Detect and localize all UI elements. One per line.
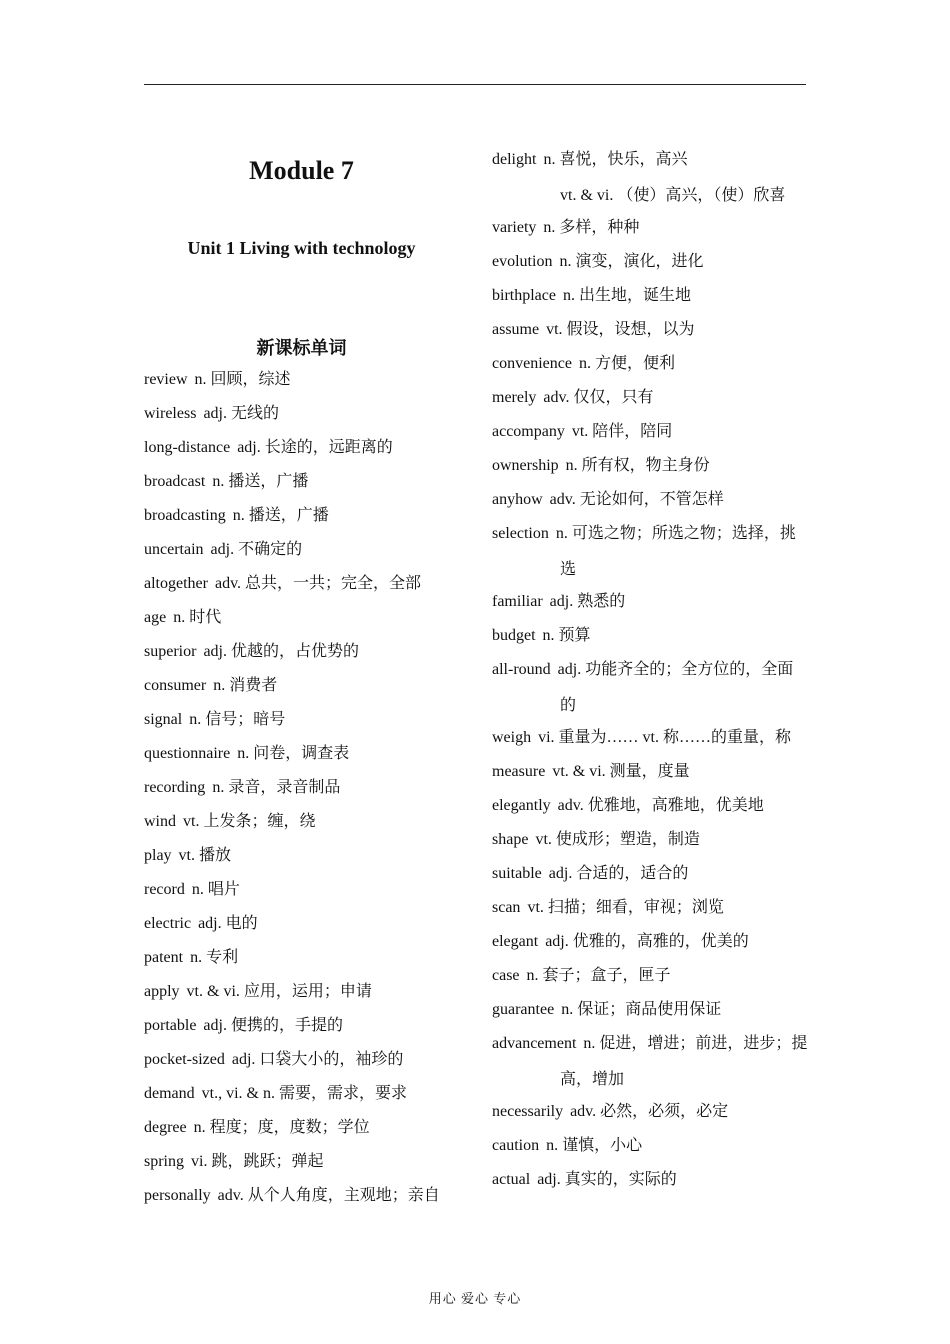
vocab-definition: vi. 跳，跳跃；弹起: [191, 1153, 324, 1170]
vocab-entry: [144, 1145, 323, 1179]
vocab-entry: [144, 635, 359, 669]
vocab-entry: [492, 347, 675, 381]
vocab-definition: n. 播送，广播: [212, 473, 309, 490]
vocab-definition: adv. 优雅地，高雅地，优美地: [557, 797, 764, 814]
vocab-entry: [144, 465, 308, 499]
vocab-entry: [492, 755, 690, 789]
vocab-word: altogether: [144, 575, 208, 592]
vocab-definition: n. 时代: [173, 609, 222, 626]
vocab-entry: [492, 653, 793, 725]
vocab-definition: n. 喜悦，快乐，高兴: [543, 151, 688, 168]
vocab-word: patent: [144, 949, 184, 966]
vocab-word: guarantee: [492, 1001, 555, 1018]
vocab-definition: vi. 重量为…… vt. 称……的重量，称: [538, 729, 792, 746]
vocab-word: convenience: [492, 355, 572, 372]
vocab-definition-continued: 选: [560, 561, 577, 578]
vocab-word: play: [144, 847, 172, 864]
vocab-entry: [492, 313, 695, 347]
vocab-word: scan: [492, 899, 521, 916]
vocab-word: portable: [144, 1017, 197, 1034]
vocab-entry: [492, 415, 672, 449]
vocab-definition-continued: vt. & vi. （使）高兴，（使）欣喜: [560, 187, 786, 204]
vocab-word: long-distance: [144, 439, 231, 456]
vocab-definition: n. 唱片: [191, 881, 240, 898]
vocab-entry: [144, 1179, 440, 1213]
vocab-definition: adj. 熟悉的: [549, 593, 626, 610]
vocab-entry: [144, 907, 258, 941]
vocab-entry: [492, 585, 625, 619]
vocab-definition: n. 播送，广播: [232, 507, 329, 524]
vocab-entry: [492, 891, 724, 925]
vocab-definition: adv. 仅仅，只有: [543, 389, 654, 406]
vocab-entry: [492, 1163, 677, 1197]
vocab-definition: n. 回顾，综述: [194, 371, 291, 388]
module-title: Module 7: [249, 156, 354, 185]
vocab-word: elegant: [492, 933, 539, 950]
vocab-definition: n. 消费者: [213, 677, 278, 694]
vocab-word: broadcasting: [144, 507, 226, 524]
vocab-word: questionnaire: [144, 745, 231, 762]
vocab-definition: vt. 播放: [178, 847, 231, 864]
vocab-word: case: [492, 967, 520, 984]
vocab-word: personally: [144, 1187, 211, 1204]
vocab-entry: [492, 449, 710, 483]
vocab-entry: [144, 431, 393, 465]
vocab-definition: n. 促进，增进；前进，进步；提: [583, 1035, 808, 1052]
vocab-word: merely: [492, 389, 537, 406]
vocab-word: ownership: [492, 457, 559, 474]
vocab-entry: [492, 1027, 807, 1099]
vocab-definition: adj. 无线的: [203, 405, 279, 422]
page-footer: 用心 爱心 专心: [428, 1291, 522, 1306]
vocab-word: selection: [492, 525, 549, 542]
vocab-definition: n. 信号；暗号: [189, 711, 286, 728]
vocab-word: budget: [492, 627, 536, 644]
vocab-definition: adv. 总共，一共；完全，全部: [214, 575, 422, 592]
vocab-entry: [144, 601, 221, 635]
vocab-definition: adv. 无论如何，不管怎样: [549, 491, 724, 508]
vocab-word: recording: [144, 779, 206, 796]
vocab-definition: adj. 不确定的: [210, 541, 303, 558]
vocab-entry: [492, 517, 796, 589]
vocab-definition: n. 录音，录音制品: [212, 779, 341, 796]
vocab-word: weigh: [492, 729, 532, 746]
vocab-definition: n. 多样，种种: [543, 219, 640, 236]
vocab-entry: [144, 669, 277, 703]
vocab-word: advancement: [492, 1035, 577, 1052]
vocab-word: wireless: [144, 405, 197, 422]
vocab-entry: [144, 941, 238, 975]
vocab-entry: [144, 533, 302, 567]
vocab-entry: [144, 805, 315, 839]
vocab-entry: [492, 381, 654, 415]
vocab-definition: n. 所有权，物主身份: [565, 457, 710, 474]
unit-title: Unit 1 Living with technology: [187, 238, 416, 258]
vocab-word: assume: [492, 321, 540, 338]
section-title: 新课标单词: [256, 338, 347, 358]
vocab-definition: n. 谨慎，小心: [546, 1137, 643, 1154]
vocab-word: signal: [144, 711, 183, 728]
header-rule: [144, 84, 806, 85]
vocab-definition: vt. 扫描；细看，审视；浏览: [527, 899, 724, 916]
vocab-word: consumer: [144, 677, 207, 694]
vocab-word: uncertain: [144, 541, 204, 558]
vocab-entry: [144, 703, 285, 737]
vocab-entry: [144, 1111, 370, 1145]
vocab-entry: [492, 823, 700, 857]
vocab-definition: n. 预算: [542, 627, 591, 644]
vocab-entry: [492, 1095, 728, 1129]
vocab-entry: [492, 857, 688, 891]
vocab-word: demand: [144, 1085, 195, 1102]
vocab-entry: [144, 1077, 407, 1111]
vocab-entry: [492, 211, 639, 245]
vocab-definition: adj. 口袋大小的，袖珍的: [231, 1051, 404, 1068]
vocab-word: variety: [492, 219, 537, 236]
vocab-word: apply: [144, 983, 180, 1000]
vocab-definition: adj. 便携的，手提的: [203, 1017, 343, 1034]
vocab-word: degree: [144, 1119, 187, 1136]
vocab-entry: [144, 737, 349, 771]
vocab-word: measure: [492, 763, 546, 780]
vocab-word: actual: [492, 1171, 531, 1188]
vocab-word: wind: [144, 813, 176, 830]
vocab-definition: adj. 电的: [198, 915, 258, 932]
vocab-word: evolution: [492, 253, 553, 270]
vocab-word: familiar: [492, 593, 543, 610]
vocab-definition: n. 方便，便利: [578, 355, 675, 372]
vocab-word: electric: [144, 915, 192, 932]
vocab-word: spring: [144, 1153, 184, 1170]
vocab-definition-continued: 的: [560, 697, 577, 714]
vocab-definition: adv. 必然，必须，必定: [570, 1103, 729, 1120]
vocab-word: superior: [144, 643, 197, 660]
vocab-word: anyhow: [492, 491, 543, 508]
vocab-definition: vt. 使成形；塑造，制造: [535, 831, 700, 848]
vocab-word: broadcast: [144, 473, 206, 490]
vocab-word: all-round: [492, 661, 551, 678]
vocab-definition: n. 问卷，调查表: [237, 745, 350, 762]
vocab-definition: vt. & vi. 应用，运用；申请: [186, 983, 372, 1000]
vocab-definition: vt. 陪伴，陪同: [571, 423, 673, 440]
vocab-definition-continued: 高，增加: [560, 1071, 625, 1088]
vocab-definition: n. 套子；盒子，匣子: [526, 967, 671, 984]
vocab-definition: vt. 上发条；缠，绕: [183, 813, 316, 830]
vocab-word: necessarily: [492, 1103, 564, 1120]
vocab-definition: vt. 假设，设想，以为: [546, 321, 695, 338]
vocab-entry: [492, 993, 721, 1027]
vocab-entry: [492, 959, 671, 993]
vocab-word: pocket-sized: [144, 1051, 225, 1068]
vocab-entry: [144, 1043, 403, 1077]
vocab-definition: adj. 真实的，实际的: [537, 1171, 677, 1188]
vocab-definition: n. 出生地，诞生地: [562, 287, 691, 304]
vocab-definition: n. 可选之物；所选之物；选择，挑: [555, 525, 796, 542]
vocab-definition: n. 保证；商品使用保证: [561, 1001, 722, 1018]
vocab-definition: adv. 从个人角度，主观地；亲自: [217, 1187, 440, 1204]
vocab-entry: [492, 1129, 642, 1163]
vocab-entry: [492, 143, 785, 215]
vocab-definition: vt., vi. & n. 需要，需求，要求: [201, 1085, 407, 1102]
vocab-entry: [144, 873, 240, 907]
vocab-entry: [492, 279, 691, 313]
vocab-entry: [144, 397, 279, 431]
vocab-entry: [492, 789, 764, 823]
vocab-word: suitable: [492, 865, 542, 882]
vocab-entry: [144, 499, 329, 533]
vocab-definition: adj. 优雅的，高雅的，优美的: [545, 933, 749, 950]
vocab-definition: vt. & vi. 测量，度量: [552, 763, 690, 780]
vocab-entry: [144, 839, 231, 873]
vocab-entry: [492, 245, 703, 279]
vocab-word: record: [144, 881, 185, 898]
vocab-definition: adj. 合适的，适合的: [548, 865, 689, 882]
vocab-entry: [144, 567, 421, 601]
vocab-entry: [492, 483, 724, 517]
vocab-entry: [144, 975, 372, 1009]
vocab-word: elegantly: [492, 797, 551, 814]
vocab-entry: [144, 363, 291, 397]
vocab-word: age: [144, 609, 167, 626]
vocab-definition: n. 演变，演化，进化: [559, 253, 704, 270]
vocab-definition: n. 专利: [190, 949, 239, 966]
vocab-entry: [492, 721, 791, 755]
vocab-word: birthplace: [492, 287, 556, 304]
vocab-definition: n. 程度；度，度数；学位: [193, 1119, 370, 1136]
vocab-word: shape: [492, 831, 529, 848]
vocab-definition: adj. 优越的，占优势的: [203, 643, 359, 660]
vocab-word: accompany: [492, 423, 565, 440]
vocab-entry: [492, 925, 749, 959]
vocab-word: caution: [492, 1137, 540, 1154]
vocab-entry: [492, 619, 591, 653]
vocab-word: delight: [492, 151, 537, 168]
vocab-entry: [144, 771, 340, 805]
vocab-word: review: [144, 371, 188, 388]
vocab-definition: adj. 功能齐全的；全方位的，全面: [557, 661, 794, 678]
vocab-entry: [144, 1009, 343, 1043]
vocab-definition: adj. 长途的，远距离的: [237, 439, 393, 456]
